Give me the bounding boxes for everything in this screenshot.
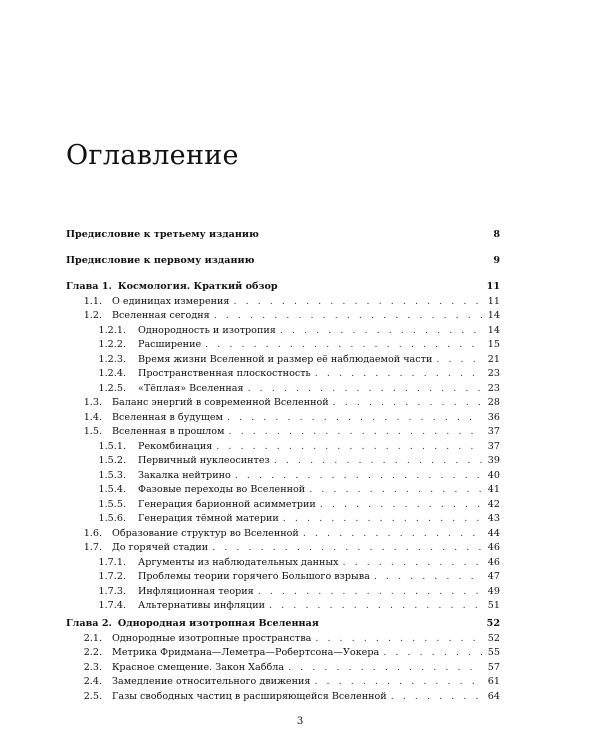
- toc-chapter-title: Космология. Краткий обзор: [117, 281, 278, 292]
- toc-entry-1-3[interactable]: [66, 396, 500, 410]
- toc-entry-label: Первичный нуклеосинтез: [138, 455, 270, 466]
- dot-leader: [269, 599, 482, 613]
- toc-entry-label: Метрика Фридмана—Леметра—Робертсона—Уокера: [112, 647, 380, 658]
- toc-entry-page: 23: [487, 368, 500, 379]
- toc-entry-page: 37: [487, 426, 500, 437]
- toc-entry-label: Образование структур во Вселенной: [112, 527, 299, 539]
- toc-entry-number: 1.5.1.: [98, 440, 126, 452]
- toc-entry-page: 41: [487, 484, 500, 495]
- toc-entry-number: 1.3.: [83, 397, 102, 408]
- toc-entry-1-4[interactable]: [66, 411, 500, 425]
- toc-entry-1-5-6[interactable]: [66, 512, 500, 526]
- toc-entry-label: Фазовые переходы во Вселенной: [138, 484, 306, 495]
- toc-entry-2-5[interactable]: [66, 690, 500, 704]
- toc-entry-page: 64: [487, 690, 500, 702]
- toc-entry-label: «Тёплая» Вселенная: [138, 382, 244, 394]
- dot-leader: [216, 440, 482, 454]
- toc-entry-number: 1.2.: [83, 310, 102, 321]
- toc-entry-page: 14: [487, 310, 500, 321]
- toc-entry-label: Однородность и изотропия: [138, 324, 276, 336]
- dot-leader: [374, 570, 482, 584]
- toc-entry-label: Вселенная сегодня: [112, 310, 210, 321]
- toc-chapter-1[interactable]: [66, 280, 500, 294]
- toc-entry-page: 21: [487, 353, 500, 365]
- toc-entry-page: 39: [487, 455, 500, 466]
- toc-entry-label: Вселенная в будущем: [112, 411, 223, 423]
- toc-entry-number: 1.7.3.: [98, 585, 126, 597]
- toc-entry-label: Однородные изотропные пространства: [112, 632, 312, 644]
- dot-leader: [314, 675, 482, 689]
- toc-entry-page: 43: [487, 513, 500, 524]
- dot-leader: [333, 396, 482, 410]
- toc-entry-number: 2.4.: [83, 676, 102, 687]
- toc-entry-1-6[interactable]: [66, 527, 500, 541]
- dot-leader: [283, 512, 482, 526]
- toc-entry-number: 1.7.: [83, 542, 102, 553]
- toc-entry-label: Инфляционная теория: [138, 585, 254, 597]
- toc-entry-page: 28: [487, 397, 500, 408]
- toc-entry-label: Рекомбинация: [138, 440, 213, 452]
- dot-leader: [227, 411, 482, 425]
- toc-entry-page: 14: [487, 324, 500, 336]
- toc-entry-page: 61: [487, 676, 500, 687]
- toc-entry-page: 49: [487, 585, 500, 597]
- toc-entry-1-5-3[interactable]: [66, 469, 500, 483]
- toc-entry-1-2-2[interactable]: [66, 338, 500, 352]
- page-number: 3: [296, 716, 304, 727]
- toc-entry-page: 51: [487, 600, 500, 611]
- toc-entry-label: Расширение: [138, 339, 202, 350]
- dot-leader: [315, 632, 482, 646]
- toc-entry-number: 1.5.3.: [98, 469, 126, 481]
- dot-leader: [280, 324, 482, 338]
- toc-entry-number: 1.7.2.: [98, 571, 126, 582]
- table-of-contents: [66, 0, 500, 750]
- toc-entry-page: 57: [487, 661, 500, 673]
- toc-entry-2-2[interactable]: [66, 646, 500, 660]
- toc-entry-preface-first[interactable]: [66, 254, 500, 268]
- toc-entry-1-1[interactable]: [66, 295, 500, 309]
- dot-leader: [303, 527, 482, 541]
- toc-chapter-number: Глава 2.: [66, 618, 112, 629]
- toc-chapter-number: Глава 1.: [66, 281, 112, 292]
- toc-entry-page: 23: [487, 382, 500, 394]
- toc-entry-page: 55: [487, 647, 500, 658]
- toc-entry-page: 37: [487, 440, 500, 452]
- toc-entry-label: Генерация барионной асимметрии: [138, 498, 316, 510]
- toc-entry-number: 1.6.: [83, 527, 102, 539]
- dot-leader: [212, 541, 482, 555]
- dot-leader: [274, 454, 482, 468]
- dot-leader: [436, 353, 482, 367]
- toc-entry-number: 1.1.: [83, 295, 102, 307]
- dot-leader: [309, 483, 482, 497]
- toc-entry-number: 1.5.4.: [98, 484, 126, 495]
- toc-entry-1-7-2[interactable]: [66, 570, 500, 584]
- toc-entry-1-2-4[interactable]: [66, 367, 500, 381]
- toc-entry-label: Замедление относительного движения: [112, 676, 311, 687]
- dot-leader: [315, 367, 482, 381]
- toc-entry-label: До горячей стадии: [112, 542, 209, 553]
- toc-entry-number: 1.5.2.: [98, 455, 126, 466]
- toc-entry-label: Предисловие к третьему изданию: [66, 229, 259, 240]
- dot-leader: [235, 469, 482, 483]
- toc-entry-1-7-3[interactable]: [66, 585, 500, 599]
- toc-entry-page: 15: [487, 339, 500, 350]
- toc-entry-number: 1.7.4.: [98, 600, 126, 611]
- toc-entry-label: Генерация тёмной материи: [138, 513, 279, 524]
- toc-entry-number: 1.2.5.: [98, 382, 126, 394]
- toc-entry-page: 44: [487, 527, 500, 539]
- dot-leader: [320, 498, 482, 512]
- dot-leader: [343, 556, 483, 570]
- dot-leader: [258, 585, 482, 599]
- toc-entry-number: 1.5.6.: [98, 513, 126, 524]
- dot-leader: [205, 338, 482, 352]
- dot-leader: [383, 646, 482, 660]
- toc-entry-number: 1.2.1.: [98, 324, 126, 336]
- toc-entry-page: 36: [487, 411, 500, 423]
- toc-entry-page: 42: [487, 498, 500, 510]
- toc-entry-number: 1.2.3.: [98, 353, 126, 365]
- toc-entry-number: 2.5.: [83, 690, 102, 702]
- toc-entry-label: Красное смещение. Закон Хаббла: [112, 661, 285, 673]
- toc-entry-page: 46: [487, 556, 500, 568]
- toc-entry-1-5-2[interactable]: [66, 454, 500, 468]
- page-title: Оглавление: [66, 140, 239, 171]
- toc-entry-label: Время жизни Вселенной и размер её наблюдаемой части: [138, 353, 433, 365]
- toc-entry-label: Закалка нейтрино: [138, 469, 231, 481]
- dot-leader: [214, 309, 482, 323]
- toc-entry-label: Баланс энергий в современной Вселенной: [112, 397, 329, 408]
- toc-chapter-title: Однородная изотропная Вселенная: [117, 618, 319, 629]
- toc-chapter-page: 52: [486, 618, 500, 629]
- toc-entry-1-2-1[interactable]: [66, 324, 500, 338]
- toc-entry-label: Проблемы теории горячего Большого взрыва: [138, 571, 370, 582]
- toc-entry-1-2-3[interactable]: [66, 353, 500, 367]
- toc-entry-page: 40: [487, 469, 500, 481]
- toc-chapter-page: 11: [486, 281, 500, 292]
- toc-entry-label: Газы свободных частиц в расширяющейся Вселенной: [112, 690, 387, 702]
- toc-entry-number: 2.1.: [83, 632, 102, 644]
- toc-entry-label: Альтернативы инфляции: [138, 600, 266, 611]
- toc-entry-label: Аргументы из наблюдательных данных: [138, 556, 339, 568]
- toc-entry-page: 52: [487, 632, 500, 644]
- toc-entry-number: 1.2.2.: [98, 339, 126, 350]
- toc-entry-2-4[interactable]: [66, 675, 500, 689]
- toc-entry-page: 11: [487, 295, 500, 307]
- toc-entry-label: О единицах измерения: [112, 295, 230, 307]
- toc-entry-page: 8: [493, 229, 500, 240]
- toc-entry-page: 47: [487, 571, 500, 582]
- toc-entry-1-5-1[interactable]: [66, 440, 500, 454]
- dot-leader: [233, 295, 482, 309]
- toc-entry-number: 1.5.: [83, 426, 102, 437]
- toc-entry-1-2-5[interactable]: [66, 382, 500, 396]
- toc-entry-number: 1.5.5.: [98, 498, 126, 510]
- toc-entry-1-7[interactable]: [66, 541, 500, 555]
- dot-leader: [288, 661, 482, 675]
- toc-chapter-2[interactable]: [66, 617, 500, 631]
- toc-entry-1-5-5[interactable]: [66, 498, 500, 512]
- toc-entry-2-3[interactable]: [66, 661, 500, 675]
- toc-entry-number: 1.7.1.: [98, 556, 126, 568]
- toc-entry-1-5[interactable]: [66, 425, 500, 439]
- toc-entry-number: 2.3.: [83, 661, 102, 673]
- toc-entry-label: Пространственная плоскостность: [138, 368, 311, 379]
- toc-entry-page: 46: [487, 542, 500, 553]
- toc-entry-page: 9: [493, 255, 500, 266]
- dot-leader: [248, 382, 482, 396]
- toc-entry-preface-third[interactable]: [66, 228, 500, 242]
- dot-leader: [229, 425, 483, 439]
- toc-entry-number: 2.2.: [83, 647, 102, 658]
- toc-entry-label: Предисловие к первому изданию: [66, 255, 255, 266]
- toc-entry-1-2[interactable]: [66, 309, 500, 323]
- toc-entry-1-7-1[interactable]: [66, 556, 500, 570]
- toc-entry-1-7-4[interactable]: [66, 599, 500, 613]
- toc-entry-number: 1.4.: [83, 411, 102, 423]
- toc-entry-label: Вселенная в прошлом: [112, 426, 225, 437]
- dot-leader: [391, 690, 482, 704]
- toc-entry-number: 1.2.4.: [98, 368, 126, 379]
- toc-entry-1-5-4[interactable]: [66, 483, 500, 497]
- toc-entry-2-1[interactable]: [66, 632, 500, 646]
